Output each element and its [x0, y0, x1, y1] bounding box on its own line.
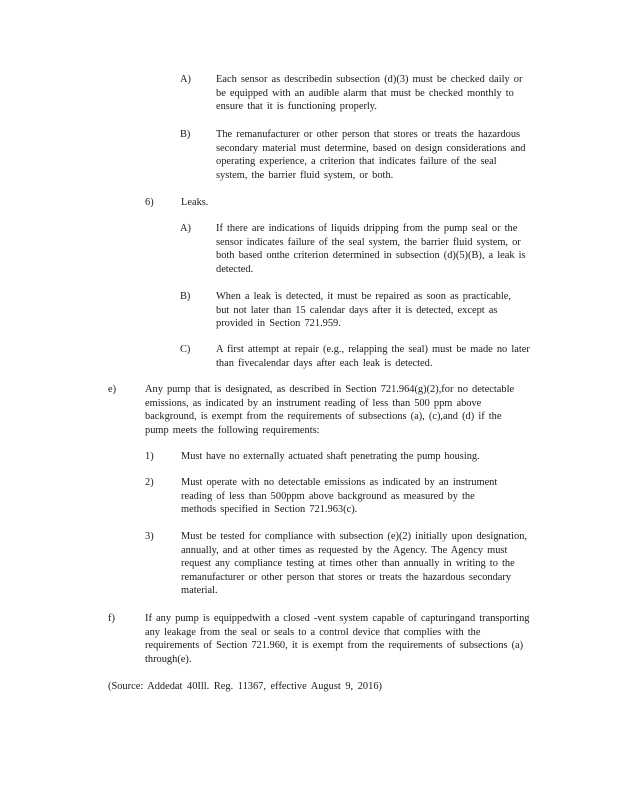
- item-label: 3): [145, 531, 154, 542]
- item-text: Any pump that is designated, as described in Section 721.964(g)(2),for no detectable emissions, as indicated by an instrument reading of less than 500 ppm above background, is exempt from the requirements of subsections (a), (c),and (d) if the pump meets the following requirements:: [145, 384, 515, 436]
- item-text: Must be tested for compliance with subsection (e)(2) initially upon designation, annually, and at other times as requested by the Agency. The Agency must request any compliance testing at times other than annually in writing to the remanufacturer or other person that stores or treats the hazardous secondary material.: [181, 531, 527, 597]
- item-text: Each sensor as describedin subsection (d)(3) must be checked daily or be equipped with an audible alarm that must be checked monthly to ensure that it is functioning properly.: [216, 74, 523, 113]
- item-text: When a leak is detected, it must be repaired as soon as practicable, but not later than 15 calendar days after it is detected, except as provided in Section 721.959.: [216, 291, 511, 330]
- item-label: 1): [145, 451, 154, 462]
- item-label: A): [180, 223, 191, 234]
- item-text: Must have no externally actuated shaft penetrating the pump housing.: [181, 451, 480, 462]
- item-heading: Leaks.: [181, 197, 209, 208]
- item-text: The remanufacturer or other person that stores or treats the hazardous secondary material must determine, based on design considerations and operating experience, a criterion that indicates failure of the seal system, the barrier fluid system, or both.: [216, 129, 526, 181]
- item-label: B): [180, 291, 191, 302]
- item-label: f): [108, 613, 115, 624]
- item-text: Must operate with no detectable emissions as indicated by an instrument reading of less than 500ppm above background as measured by the methods specified in Section 721.963(c).: [181, 477, 498, 516]
- item-label: B): [180, 129, 191, 140]
- item-label: A): [180, 74, 191, 85]
- source-note: (Source: Addedat 40Ill. Reg. 11367, effective August 9, 2016): [108, 681, 382, 692]
- item-label: C): [180, 344, 191, 355]
- item-text: If any pump is equippedwith a closed -vent system capable of capturingand transporting any leakage from the seal or seals to a control device that complies with the requirements of Section 721.960, it is exempt from the requirements of subsections (a) through(e).: [145, 613, 530, 665]
- item-text: If there are indications of liquids dripping from the pump seal or the sensor indicates failure of the seal system, the barrier fluid system, or both based onthe criterion determined in subsection (d)(5)(B), a leak is detected.: [216, 223, 526, 275]
- item-label: 2): [145, 477, 154, 488]
- item-label: 6): [145, 197, 154, 208]
- item-text: A first attempt at repair (e.g., relapping the seal) must be made no later than fivecalendar days after each leak is detected.: [216, 344, 530, 369]
- item-label: e): [108, 384, 117, 395]
